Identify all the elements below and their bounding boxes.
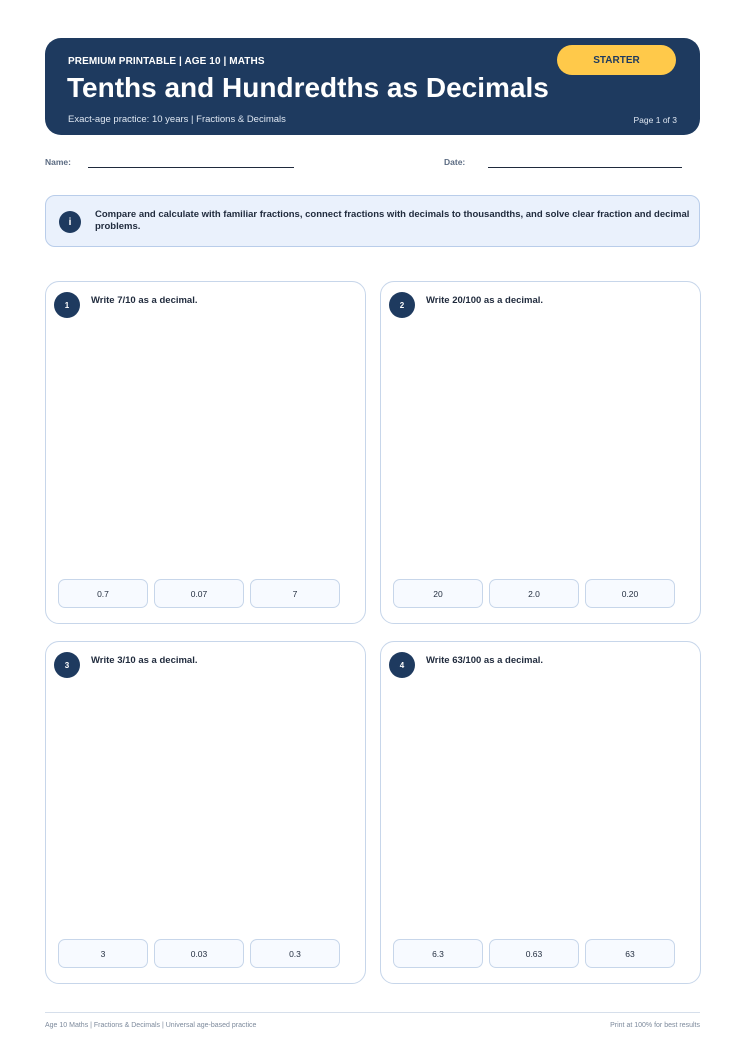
question-card-1 [45, 281, 366, 624]
question-prompt: Write 7/10 as a decimal. [91, 295, 198, 306]
answer-option[interactable]: 2.0 [489, 579, 579, 608]
header-kicker: PREMIUM PRINTABLE | AGE 10 | MATHS [68, 56, 265, 67]
question-prompt: Write 63/100 as a decimal. [426, 655, 544, 666]
level-badge: STARTER [557, 45, 676, 75]
date-label: Date: [444, 157, 466, 167]
instructions-box [45, 195, 700, 247]
answer-options [393, 579, 675, 608]
page-title: Tenths and Hundredths as Decimals [67, 72, 549, 103]
instructions-text: Compare and calculate with familiar fractions, connect fractions with decimals to thousandths, and solve clear fraction and decimal problems. [95, 209, 690, 232]
worksheet-header [45, 38, 700, 135]
question-card-2 [380, 281, 701, 624]
answer-options [58, 579, 340, 608]
answer-option[interactable]: 0.3 [250, 939, 340, 968]
question-card-3 [45, 641, 366, 984]
answer-option[interactable]: 0.03 [154, 939, 244, 968]
question-prompt: Write 20/100 as a decimal. [426, 295, 544, 306]
answer-option[interactable]: 6.3 [393, 939, 483, 968]
answer-option[interactable]: 0.07 [154, 579, 244, 608]
question-number: 3 [54, 652, 80, 678]
answer-option[interactable]: 20 [393, 579, 483, 608]
answer-options [58, 939, 340, 968]
answer-option[interactable]: 3 [58, 939, 148, 968]
header-subtitle: Exact-age practice: 10 years | Fractions & Decimals [68, 114, 286, 125]
page-number: Page 1 of 3 [633, 115, 677, 125]
footer-divider [45, 1012, 700, 1013]
name-line[interactable] [88, 167, 294, 168]
answer-option[interactable]: 63 [585, 939, 675, 968]
answer-option[interactable]: 0.7 [58, 579, 148, 608]
answer-option[interactable]: 0.63 [489, 939, 579, 968]
date-line[interactable] [488, 167, 682, 168]
question-number: 2 [389, 292, 415, 318]
name-label: Name: [45, 157, 71, 167]
question-prompt: Write 3/10 as a decimal. [91, 655, 198, 666]
question-number: 1 [54, 292, 80, 318]
question-number: 4 [389, 652, 415, 678]
footer-right-text: Print at 100% for best results [610, 1022, 700, 1029]
info-icon: i [59, 211, 81, 233]
footer-left-text: Age 10 Maths | Fractions & Decimals | Universal age-based practice [45, 1022, 257, 1029]
answer-options [393, 939, 675, 968]
answer-option[interactable]: 7 [250, 579, 340, 608]
question-card-4 [380, 641, 701, 984]
answer-option[interactable]: 0.20 [585, 579, 675, 608]
